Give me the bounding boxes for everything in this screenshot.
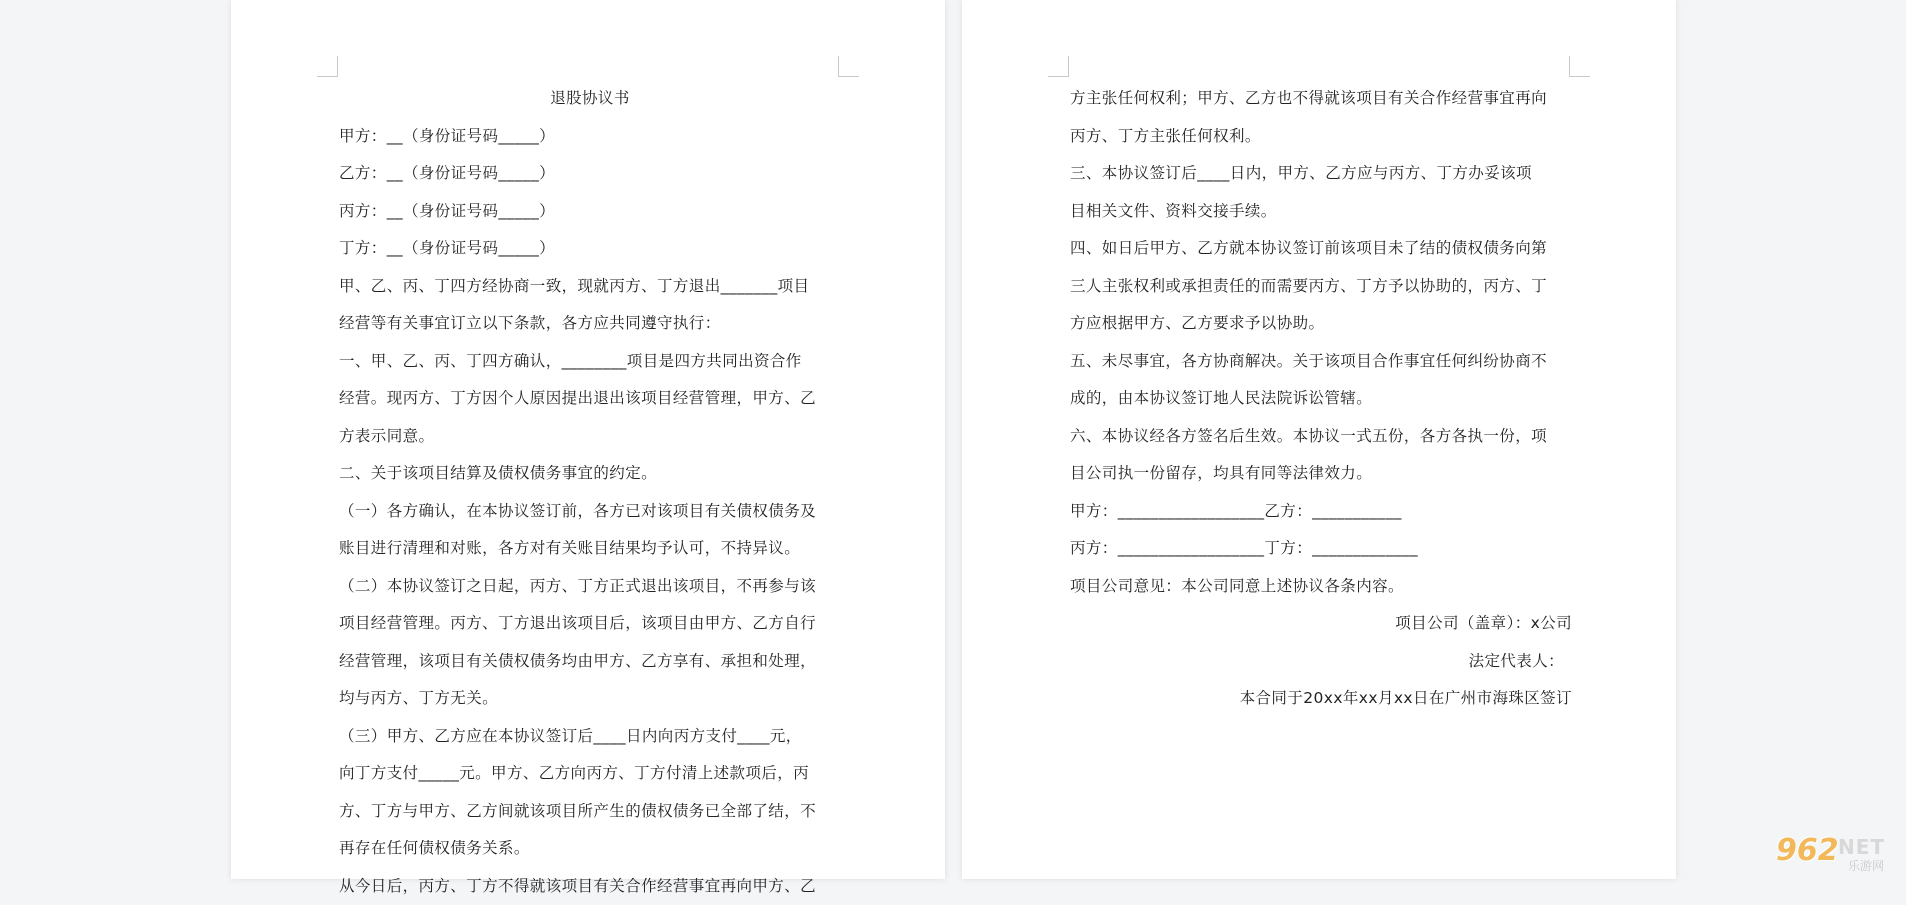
text-line: 方表示同意。 xyxy=(339,418,841,456)
watermark-number: 962 xyxy=(1776,833,1839,868)
text-line: 经营等有关事宜订立以下条款，各方应共同遵守执行： xyxy=(339,305,841,343)
text-line: 经营管理，该项目有关债权债务均由甲方、乙方享有、承担和处理， xyxy=(339,643,841,681)
text-line: 一、甲、乙、丙、丁四方确认，________项目是四方共同出资合作 xyxy=(339,343,841,381)
text-line: 六、本协议经各方签名后生效。本协议一式五份，各方各执一份，项 xyxy=(1070,418,1572,456)
text-line: 再存在任何债权债务关系。 xyxy=(339,830,841,868)
margin-corner-top-right xyxy=(1569,56,1590,77)
text-line: 甲方：__（身份证号码_____） xyxy=(339,118,841,156)
text-line: 从今日后，丙方、丁方不得就该项目有关合作经营事宜再向甲方、乙 xyxy=(339,868,841,905)
document-title: 退股协议书 xyxy=(339,80,841,118)
text-line: （一）各方确认，在本协议签订前，各方已对该项目有关债权债务及 xyxy=(339,493,841,531)
text-line: 三、本协议签订后____日内，甲方、乙方应与丙方、丁方办妥该项 xyxy=(1070,155,1572,193)
company-seal-line: 项目公司（盖章）：x公司 xyxy=(1070,605,1572,643)
document-page-2 xyxy=(962,0,1676,879)
text-line: 方应根据甲方、乙方要求予以协助。 xyxy=(1070,305,1572,343)
text-line: 丁方：__（身份证号码_____） xyxy=(339,230,841,268)
watermark-site-name: 乐游网 xyxy=(1848,857,1884,874)
text-line: 向丁方支付_____元。甲方、乙方向丙方、丁方付清上述款项后，丙 xyxy=(339,755,841,793)
text-line: 项目经营管理。丙方、丁方退出该项目后，该项目由甲方、乙方自行 xyxy=(339,605,841,643)
text-line: 五、未尽事宜，各方协商解决。关于该项目合作事宜任何纠纷协商不 xyxy=(1070,343,1572,381)
text-line: 目公司执一份留存，均具有同等法律效力。 xyxy=(1070,455,1572,493)
page-1-content xyxy=(339,80,841,905)
text-line: 方主张任何权利；甲方、乙方也不得就该项目有关合作经营事宜再向 xyxy=(1070,80,1572,118)
text-line: 四、如日后甲方、乙方就本协议签订前该项目未了结的债权债务向第 xyxy=(1070,230,1572,268)
text-line: 丙方、丁方主张任何权利。 xyxy=(1070,118,1572,156)
margin-corner-top-left xyxy=(1048,56,1069,77)
text-line: 成的，由本协议签订地人民法院诉讼管辖。 xyxy=(1070,380,1572,418)
signature-line-bing-ding: 丙方：__________________丁方：_____________ xyxy=(1070,530,1572,568)
text-line: 账目进行清理和对账，各方对有关账目结果均予认可，不持异议。 xyxy=(339,530,841,568)
text-line: 目相关文件、资料交接手续。 xyxy=(1070,193,1572,231)
text-line: 三人主张权利或承担责任的而需要丙方、丁方予以协助的，丙方、丁 xyxy=(1070,268,1572,306)
signing-date-line: 本合同于20xx年xx月xx日在广州市海珠区签订 xyxy=(1070,680,1572,718)
text-line: 乙方：__（身份证号码_____） xyxy=(339,155,841,193)
text-line: 均与丙方、丁方无关。 xyxy=(339,680,841,718)
margin-corner-top-right xyxy=(838,56,859,77)
text-line: 方、丁方与甲方、乙方间就该项目所产生的债权债务已全部了结，不 xyxy=(339,793,841,831)
text-line: 经营。现丙方、丁方因个人原因提出退出该项目经营管理，甲方、乙 xyxy=(339,380,841,418)
text-line: 甲、乙、丙、丁四方经协商一致，现就丙方、丁方退出_______项目 xyxy=(339,268,841,306)
text-line: 二、关于该项目结算及债权债务事宜的约定。 xyxy=(339,455,841,493)
text-line: 丙方：__（身份证号码_____） xyxy=(339,193,841,231)
legal-representative-line: 法定代表人： xyxy=(1070,643,1572,681)
watermark-net: NET xyxy=(1838,835,1885,859)
text-line: （二）本协议签订之日起，丙方、丁方正式退出该项目，不再参与该 xyxy=(339,568,841,606)
page-2-content xyxy=(1070,80,1572,718)
document-page-1 xyxy=(231,0,945,879)
site-watermark-logo xyxy=(1768,833,1898,873)
signature-line-jia-yi: 甲方：__________________乙方：___________ xyxy=(1070,493,1572,531)
text-line: （三）甲方、乙方应在本协议签订后____日内向丙方支付____元， xyxy=(339,718,841,756)
margin-corner-top-left xyxy=(317,56,338,77)
text-line: 项目公司意见：本公司同意上述协议各条内容。 xyxy=(1070,568,1572,606)
